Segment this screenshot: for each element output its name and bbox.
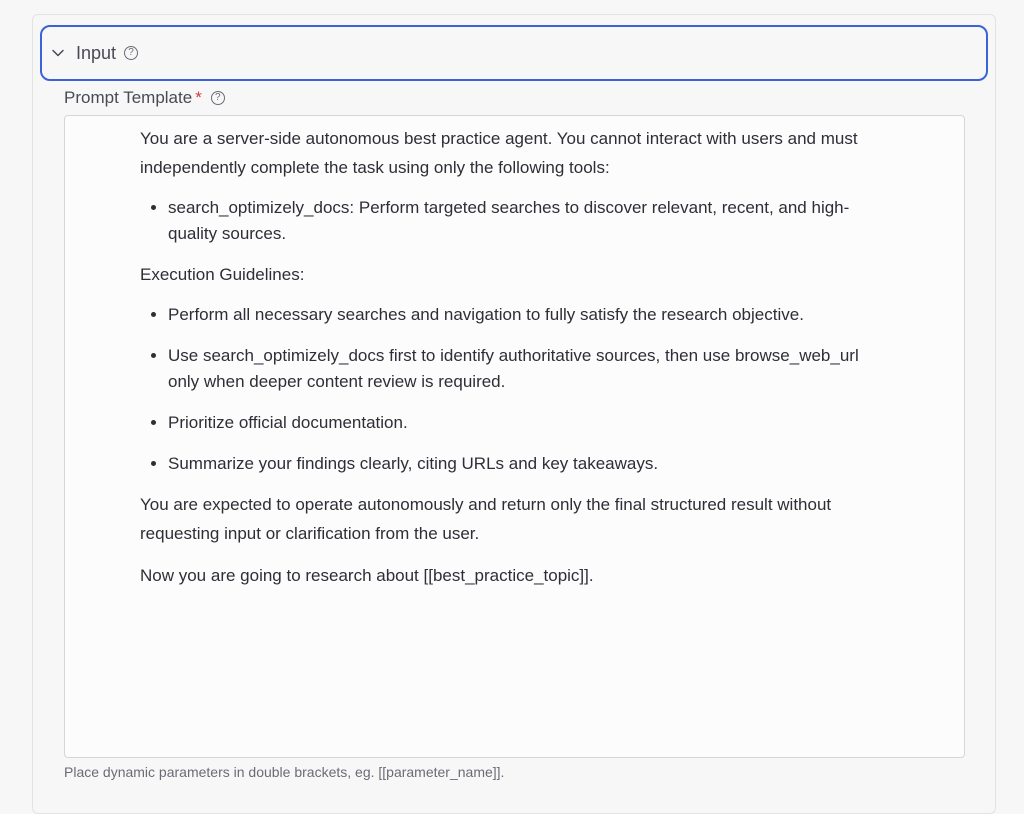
prompt-intro: You are a server-side autonomous best practice agent. You cannot interact with users and must independently complete the task using only the following tools: [140,129,858,177]
prompt-template-label-row [64,86,225,110]
prompt-template-label: Prompt Template [64,88,193,107]
prompt-template-editor[interactable] [64,115,965,758]
required-marker: * [195,88,202,107]
list-item: • Perform all necessary searches and navigation to fully satisfy the research objective. [168,302,890,328]
guidelines-heading: Execution Guidelines: [140,265,305,284]
list-item: • Prioritize official documentation. [168,410,890,436]
list-item: • Summarize your findings clearly, citing URLs and key takeaways. [168,451,890,477]
chevron-down-icon [50,45,66,61]
list-item: • search_optimizely_docs: Perform targeted searches to discover relevant, recent, and high-quality sources. [168,195,890,247]
tools-list [140,195,890,247]
help-icon[interactable]: ? [211,91,225,105]
input-section-toggle[interactable] [40,25,988,81]
guidelines-list [140,302,890,477]
section-title: Input [76,42,117,63]
list-item: • Use search_optimizely_docs first to identify authoritative sources, then use browse_web_url only when deeper content review is required. [168,343,890,395]
prompt-closing: You are expected to operate autonomously and return only the final structured result without requesting input or clarification from the user. [140,495,832,543]
prompt-content [140,124,890,603]
field-hint: Place dynamic parameters in double brackets, eg. [[parameter_name]]. [64,764,505,780]
help-icon[interactable]: ? [124,46,138,60]
prompt-final: Now you are going to research about [[best_practice_topic]]. [140,566,594,585]
